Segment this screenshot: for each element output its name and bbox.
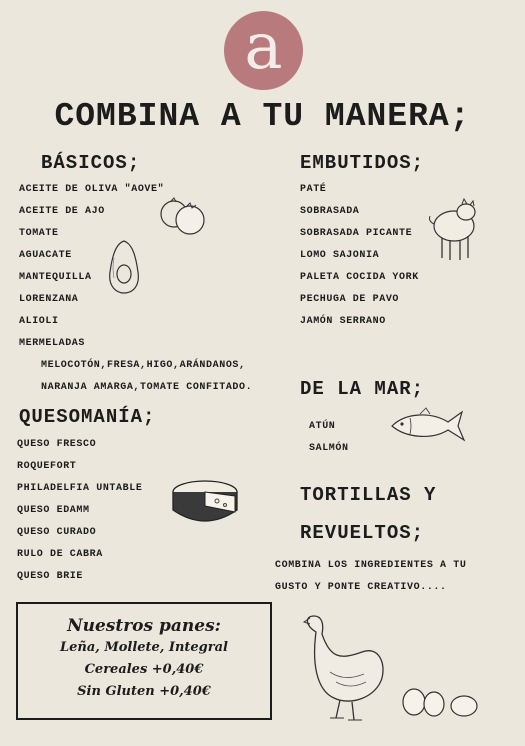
list-item: QUESO BRIE (17, 571, 84, 582)
list-item: PALETA COCIDA YORK (300, 272, 419, 283)
pig-icon (424, 198, 484, 264)
list-item: QUESO CURADO (17, 527, 97, 538)
list-item: SOBRASADA PICANTE (300, 228, 413, 239)
brand-logo (224, 11, 303, 90)
bread-line: Cereales +0,40€ (84, 662, 204, 677)
list-subitem: NARANJA AMARGA,TOMATE CONFITADO. (41, 382, 253, 393)
section-heading-quesos: QUESOMANÍA; (19, 406, 156, 428)
list-item: AGUACATE (19, 250, 72, 261)
logo-letter: a (244, 9, 283, 84)
section-heading-revueltos: REVUELTOS; (300, 522, 425, 544)
list-item: ALIOLI (19, 316, 59, 327)
section-heading-mar: DE LA MAR; (300, 378, 425, 400)
page-title: COMBINA A TU MANERA; (54, 98, 471, 135)
list-item: QUESO EDAMM (17, 505, 90, 516)
bread-line: Leña, Mollete, Integral (60, 640, 228, 655)
bread-heading: Nuestros panes: (67, 616, 221, 636)
list-item: RULO DE CABRA (17, 549, 103, 560)
list-item: JAMÓN SERRANO (300, 316, 386, 327)
list-item: SALMÓN (309, 443, 349, 454)
bread-line: Sin Gluten +0,40€ (77, 684, 211, 699)
tomato-icon (156, 196, 208, 238)
list-item: PHILADELFIA UNTABLE (17, 483, 143, 494)
list-item: PATÉ (300, 184, 327, 195)
list-item: MERMELADAS (19, 338, 86, 349)
list-subitem: MELOCOTÓN,FRESA,HIGO,ARÁNDANOS, (41, 360, 246, 371)
section-heading-embutidos: EMBUTIDOS; (300, 152, 425, 174)
hen-icon (300, 612, 390, 724)
list-item: ACEITE DE AJO (19, 206, 105, 217)
tortillas-text: GUSTO Y PONTE CREATIVO.... (275, 582, 447, 593)
list-item: ACEITE DE OLIVA "AOVE" (19, 184, 165, 195)
list-item: QUESO FRESCO (17, 439, 97, 450)
list-item: LOMO SAJONIA (300, 250, 380, 261)
avocado-icon (106, 238, 142, 296)
list-item: ROQUEFORT (17, 461, 77, 472)
list-item: MANTEQUILLA (19, 272, 92, 283)
list-item: TOMATE (19, 228, 59, 239)
list-item: SOBRASADA (300, 206, 360, 217)
eggs-icon (398, 686, 482, 720)
list-item: ATÚN (309, 421, 336, 432)
cheese-icon (170, 478, 240, 524)
section-heading-basicos: BÁSICOS; (41, 152, 141, 174)
fish-icon (388, 404, 466, 446)
tortillas-text: COMBINA LOS INGREDIENTES A TU (275, 560, 467, 571)
list-item: PECHUGA DE PAVO (300, 294, 400, 305)
list-item: LORENZANA (19, 294, 79, 305)
section-heading-tortillas: TORTILLAS Y (300, 484, 437, 506)
